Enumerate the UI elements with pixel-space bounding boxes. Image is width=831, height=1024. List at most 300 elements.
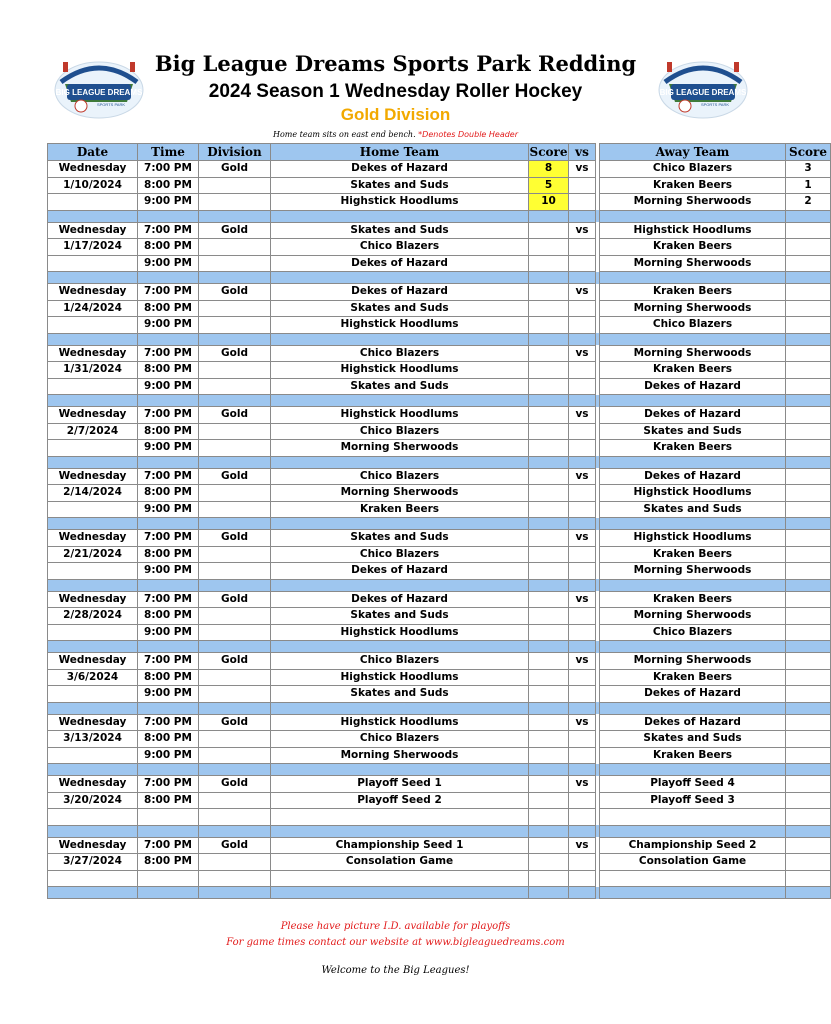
separator-cell	[138, 272, 199, 284]
home-score-cell	[529, 362, 569, 379]
home-team-cell: Chico Blazers	[271, 239, 529, 256]
game-row	[48, 284, 831, 301]
separator-cell	[529, 518, 569, 530]
vs-cell	[569, 686, 596, 703]
separator-cell	[48, 825, 138, 837]
away-score-cell	[786, 714, 831, 731]
date-cell	[48, 317, 138, 334]
vs-cell: vs	[569, 591, 596, 608]
time-cell: 9:00 PM	[138, 317, 199, 334]
separator-cell	[600, 764, 786, 776]
division-cell	[199, 546, 271, 563]
away-team-cell: Morning Sherwoods	[600, 653, 786, 670]
date-cell: Wednesday	[48, 653, 138, 670]
home-team-cell: Playoff Seed 2	[271, 792, 529, 809]
separator-cell	[199, 210, 271, 222]
time-cell: 9:00 PM	[138, 686, 199, 703]
date-cell: Wednesday	[48, 530, 138, 547]
week-separator	[48, 272, 831, 284]
separator-cell	[48, 210, 138, 222]
time-cell: 8:00 PM	[138, 792, 199, 809]
separator-cell	[199, 518, 271, 530]
separator-cell	[271, 764, 529, 776]
home-team-cell: Highstick Hoodlums	[271, 317, 529, 334]
date-cell: 3/6/2024	[48, 669, 138, 686]
away-team-cell: Kraken Beers	[600, 747, 786, 764]
separator-cell	[600, 272, 786, 284]
home-team-cell: Highstick Hoodlums	[271, 714, 529, 731]
time-cell: 7:00 PM	[138, 776, 199, 793]
bench-note	[0, 130, 791, 139]
vs-cell	[569, 362, 596, 379]
time-cell: 8:00 PM	[138, 300, 199, 317]
away-score-cell	[786, 300, 831, 317]
away-team-cell: Kraken Beers	[600, 284, 786, 301]
away-score-cell	[786, 870, 831, 887]
separator-cell	[48, 887, 138, 899]
separator-cell	[529, 887, 569, 899]
date-cell: Wednesday	[48, 222, 138, 239]
away-score-cell: 3	[786, 161, 831, 178]
away-team-cell: Dekes of Hazard	[600, 686, 786, 703]
away-team-cell: Highstick Hoodlums	[600, 530, 786, 547]
division-cell	[199, 563, 271, 580]
separator-cell	[529, 702, 569, 714]
home-team-cell: Skates and Suds	[271, 608, 529, 625]
separator-cell	[569, 702, 596, 714]
vs-cell: vs	[569, 653, 596, 670]
home-team-cell: Highstick Hoodlums	[271, 669, 529, 686]
game-row	[48, 194, 831, 211]
separator-cell	[529, 579, 569, 591]
game-row	[48, 423, 831, 440]
away-team-cell: Chico Blazers	[600, 317, 786, 334]
col-vs: vs	[569, 144, 596, 161]
time-cell: 9:00 PM	[138, 378, 199, 395]
separator-cell	[271, 825, 529, 837]
separator-cell	[529, 395, 569, 407]
separator-cell	[138, 395, 199, 407]
date-cell: Wednesday	[48, 591, 138, 608]
home-score-cell	[529, 837, 569, 854]
vs-cell	[569, 255, 596, 272]
away-team-cell: Kraken Beers	[600, 669, 786, 686]
division-title: Gold Division	[340, 105, 451, 124]
away-score-cell	[786, 686, 831, 703]
separator-cell	[138, 456, 199, 468]
home-score-cell	[529, 345, 569, 362]
svg-text:BIG LEAGUE DREAMS: BIG LEAGUE DREAMS	[659, 88, 747, 97]
away-score-cell	[786, 837, 831, 854]
date-cell: 2/28/2024	[48, 608, 138, 625]
game-row	[48, 485, 831, 502]
home-team-cell: Dekes of Hazard	[271, 255, 529, 272]
away-team-cell: Dekes of Hazard	[600, 407, 786, 424]
away-team-cell: Kraken Beers	[600, 239, 786, 256]
separator-cell	[600, 456, 786, 468]
away-score-cell	[786, 776, 831, 793]
home-score-cell	[529, 870, 569, 887]
game-row	[48, 809, 831, 826]
game-row	[48, 776, 831, 793]
vs-cell	[569, 194, 596, 211]
away-team-cell: Morning Sherwoods	[600, 300, 786, 317]
time-cell: 8:00 PM	[138, 423, 199, 440]
time-cell: 7:00 PM	[138, 530, 199, 547]
home-score-cell	[529, 378, 569, 395]
vs-cell: vs	[569, 714, 596, 731]
game-row	[48, 608, 831, 625]
time-cell: 7:00 PM	[138, 222, 199, 239]
vs-cell	[569, 485, 596, 502]
season-subtitle: 2024 Season 1 Wednesday Roller Hockey	[208, 81, 583, 102]
home-team-cell: Consolation Game	[271, 854, 529, 871]
home-team-cell: Morning Sherwoods	[271, 747, 529, 764]
schedule-body	[48, 161, 831, 899]
col-division: Division	[199, 144, 271, 161]
separator-cell	[138, 764, 199, 776]
week-separator	[48, 825, 831, 837]
home-score-cell	[529, 300, 569, 317]
separator-cell	[569, 333, 596, 345]
division-cell	[199, 686, 271, 703]
separator-cell	[786, 272, 831, 284]
vs-cell	[569, 608, 596, 625]
game-row	[48, 686, 831, 703]
page-title: Big League Dreams Sports Park Redding	[154, 51, 637, 76]
separator-cell	[786, 579, 831, 591]
home-team-cell: Skates and Suds	[271, 300, 529, 317]
time-cell: 8:00 PM	[138, 362, 199, 379]
away-score-cell	[786, 747, 831, 764]
week-separator	[48, 764, 831, 776]
vs-cell	[569, 239, 596, 256]
time-cell: 7:00 PM	[138, 468, 199, 485]
away-team-cell: Kraken Beers	[600, 591, 786, 608]
away-team-cell: Skates and Suds	[600, 731, 786, 748]
time-cell	[138, 870, 199, 887]
home-score-cell	[529, 714, 569, 731]
division-cell	[199, 608, 271, 625]
away-team-cell: Morning Sherwoods	[600, 255, 786, 272]
away-score-cell	[786, 345, 831, 362]
away-score-cell	[786, 362, 831, 379]
separator-cell	[786, 333, 831, 345]
game-row	[48, 792, 831, 809]
time-cell: 8:00 PM	[138, 669, 199, 686]
away-score-cell	[786, 485, 831, 502]
division-cell: Gold	[199, 530, 271, 547]
vs-cell	[569, 423, 596, 440]
home-score-cell	[529, 731, 569, 748]
game-row	[48, 177, 831, 194]
away-team-cell: Dekes of Hazard	[600, 468, 786, 485]
separator-cell	[199, 456, 271, 468]
away-team-cell: Morning Sherwoods	[600, 194, 786, 211]
away-team-cell: Chico Blazers	[600, 161, 786, 178]
away-team-cell: Chico Blazers	[600, 624, 786, 641]
separator-cell	[569, 887, 596, 899]
game-row	[48, 378, 831, 395]
home-team-cell: Morning Sherwoods	[271, 440, 529, 457]
website-note: For game times contact our website at www.bigleaguedreams.com	[226, 937, 565, 948]
home-score-cell	[529, 407, 569, 424]
division-cell	[199, 485, 271, 502]
separator-cell	[786, 456, 831, 468]
schedule-table	[47, 143, 831, 899]
separator-cell	[600, 825, 786, 837]
separator-cell	[271, 887, 529, 899]
away-score-cell	[786, 501, 831, 518]
vs-cell	[569, 624, 596, 641]
time-cell: 9:00 PM	[138, 501, 199, 518]
away-score-cell	[786, 624, 831, 641]
home-team-cell: Skates and Suds	[271, 378, 529, 395]
home-team-cell: Chico Blazers	[271, 423, 529, 440]
separator-cell	[529, 272, 569, 284]
separator-cell	[138, 518, 199, 530]
home-score-cell	[529, 591, 569, 608]
game-row	[48, 546, 831, 563]
separator-cell	[199, 641, 271, 653]
week-separator	[48, 518, 831, 530]
away-score-cell	[786, 563, 831, 580]
away-score-cell	[786, 591, 831, 608]
home-team-cell: Chico Blazers	[271, 345, 529, 362]
separator-cell	[48, 272, 138, 284]
separator-cell	[786, 702, 831, 714]
vs-cell: vs	[569, 468, 596, 485]
home-score-cell	[529, 468, 569, 485]
separator-cell	[48, 518, 138, 530]
week-separator	[48, 395, 831, 407]
separator-cell	[199, 579, 271, 591]
game-row	[48, 714, 831, 731]
col-home-team: Home Team	[271, 144, 529, 161]
home-score-cell	[529, 669, 569, 686]
date-cell	[48, 809, 138, 826]
home-score-cell	[529, 501, 569, 518]
time-cell: 9:00 PM	[138, 440, 199, 457]
division-cell	[199, 362, 271, 379]
home-team-cell: Skates and Suds	[271, 530, 529, 547]
col-home-score: Score	[529, 144, 568, 159]
home-team-cell: Highstick Hoodlums	[271, 362, 529, 379]
week-separator	[48, 456, 831, 468]
away-score-cell	[786, 378, 831, 395]
separator-cell	[48, 641, 138, 653]
date-cell: Wednesday	[48, 776, 138, 793]
separator-cell	[569, 641, 596, 653]
home-score-cell	[529, 653, 569, 670]
home-team-cell: Chico Blazers	[271, 731, 529, 748]
welcome-note: Welcome to the Big Leagues!	[321, 965, 470, 976]
away-team-cell	[600, 870, 786, 887]
separator-cell	[786, 887, 831, 899]
time-cell: 7:00 PM	[138, 714, 199, 731]
game-row	[48, 440, 831, 457]
time-cell: 9:00 PM	[138, 255, 199, 272]
separator-cell	[48, 579, 138, 591]
away-team-cell	[600, 809, 786, 826]
away-team-cell: Championship Seed 2	[600, 837, 786, 854]
away-team-cell: Dekes of Hazard	[600, 714, 786, 731]
date-cell	[48, 378, 138, 395]
separator-cell	[529, 825, 569, 837]
division-cell: Gold	[199, 591, 271, 608]
game-row	[48, 653, 831, 670]
separator-cell	[786, 210, 831, 222]
division-cell	[199, 177, 271, 194]
away-score-cell	[786, 284, 831, 301]
col-date: Date	[48, 144, 138, 161]
home-score-cell	[529, 423, 569, 440]
division-cell	[199, 624, 271, 641]
separator-cell	[199, 272, 271, 284]
time-cell: 8:00 PM	[138, 854, 199, 871]
away-team-cell: Kraken Beers	[600, 546, 786, 563]
game-row	[48, 468, 831, 485]
game-row	[48, 407, 831, 424]
division-cell: Gold	[199, 284, 271, 301]
vs-cell	[569, 378, 596, 395]
away-team-cell: Playoff Seed 3	[600, 792, 786, 809]
date-cell: Wednesday	[48, 468, 138, 485]
separator-cell	[569, 210, 596, 222]
date-cell	[48, 624, 138, 641]
home-team-cell: Highstick Hoodlums	[271, 194, 529, 211]
game-row	[48, 501, 831, 518]
separator-cell	[600, 518, 786, 530]
separator-cell	[271, 641, 529, 653]
home-team-cell: Skates and Suds	[271, 686, 529, 703]
week-separator	[48, 702, 831, 714]
home-score-cell	[529, 440, 569, 457]
away-score-cell	[786, 653, 831, 670]
time-cell: 8:00 PM	[138, 177, 199, 194]
away-team-cell: Morning Sherwoods	[600, 345, 786, 362]
col-away-team: Away Team	[600, 144, 786, 161]
division-cell	[199, 194, 271, 211]
game-row	[48, 239, 831, 256]
vs-cell: vs	[569, 161, 596, 178]
separator-cell	[600, 887, 786, 899]
home-score-cell	[529, 747, 569, 764]
vs-cell: vs	[569, 284, 596, 301]
separator-cell	[138, 887, 199, 899]
separator-cell	[199, 764, 271, 776]
division-cell	[199, 423, 271, 440]
away-score-cell	[786, 809, 831, 826]
date-cell: 3/13/2024	[48, 731, 138, 748]
date-cell	[48, 255, 138, 272]
away-score-cell: 2	[786, 194, 831, 211]
separator-cell	[600, 702, 786, 714]
time-cell: 8:00 PM	[138, 485, 199, 502]
date-cell: Wednesday	[48, 284, 138, 301]
home-team-note: Home team sits on east end bench.	[272, 130, 416, 139]
away-team-cell: Kraken Beers	[600, 362, 786, 379]
separator-cell	[786, 825, 831, 837]
away-score-cell: 1	[786, 177, 831, 194]
home-team-cell: Dekes of Hazard	[271, 284, 529, 301]
division-cell: Gold	[199, 776, 271, 793]
separator-cell	[138, 210, 199, 222]
vs-cell	[569, 854, 596, 871]
date-cell: Wednesday	[48, 714, 138, 731]
date-cell	[48, 501, 138, 518]
vs-cell	[569, 501, 596, 518]
date-cell: Wednesday	[48, 161, 138, 178]
week-separator	[48, 641, 831, 653]
home-team-cell: Dekes of Hazard	[271, 563, 529, 580]
division-cell	[199, 731, 271, 748]
vs-cell: vs	[569, 407, 596, 424]
time-cell: 9:00 PM	[138, 624, 199, 641]
away-team-cell: Morning Sherwoods	[600, 563, 786, 580]
separator-cell	[199, 395, 271, 407]
away-score-cell	[786, 255, 831, 272]
vs-cell: vs	[569, 530, 596, 547]
date-cell	[48, 440, 138, 457]
vs-cell	[569, 177, 596, 194]
game-row	[48, 563, 831, 580]
home-score-cell	[529, 624, 569, 641]
home-score-cell: 10	[529, 194, 569, 211]
vs-cell	[569, 563, 596, 580]
date-cell: Wednesday	[48, 407, 138, 424]
separator-cell	[271, 333, 529, 345]
away-score-cell	[786, 239, 831, 256]
separator-cell	[138, 641, 199, 653]
division-cell: Gold	[199, 407, 271, 424]
game-row	[48, 731, 831, 748]
vs-cell	[569, 809, 596, 826]
home-team-cell: Chico Blazers	[271, 468, 529, 485]
away-team-cell: Highstick Hoodlums	[600, 222, 786, 239]
time-cell: 8:00 PM	[138, 546, 199, 563]
away-score-cell	[786, 792, 831, 809]
date-cell: Wednesday	[48, 837, 138, 854]
vs-cell: vs	[569, 222, 596, 239]
double-header-note: *Denotes Double Header	[418, 130, 519, 139]
game-row	[48, 854, 831, 871]
division-cell: Gold	[199, 345, 271, 362]
division-cell	[199, 747, 271, 764]
separator-cell	[529, 641, 569, 653]
time-cell: 7:00 PM	[138, 161, 199, 178]
separator-cell	[48, 702, 138, 714]
vs-cell	[569, 731, 596, 748]
away-score-cell	[786, 468, 831, 485]
division-cell	[199, 501, 271, 518]
home-score-cell	[529, 809, 569, 826]
game-row	[48, 669, 831, 686]
separator-cell	[271, 272, 529, 284]
separator-cell	[529, 210, 569, 222]
division-cell: Gold	[199, 161, 271, 178]
separator-cell	[199, 887, 271, 899]
vs-cell	[569, 440, 596, 457]
playoff-id-note: Please have picture I.D. available for playoffs	[280, 921, 511, 932]
date-cell: 1/10/2024	[48, 177, 138, 194]
date-cell: 1/31/2024	[48, 362, 138, 379]
separator-cell	[600, 333, 786, 345]
home-team-cell: Chico Blazers	[271, 546, 529, 563]
separator-cell	[569, 764, 596, 776]
separator-cell	[271, 210, 529, 222]
game-row	[48, 161, 831, 178]
